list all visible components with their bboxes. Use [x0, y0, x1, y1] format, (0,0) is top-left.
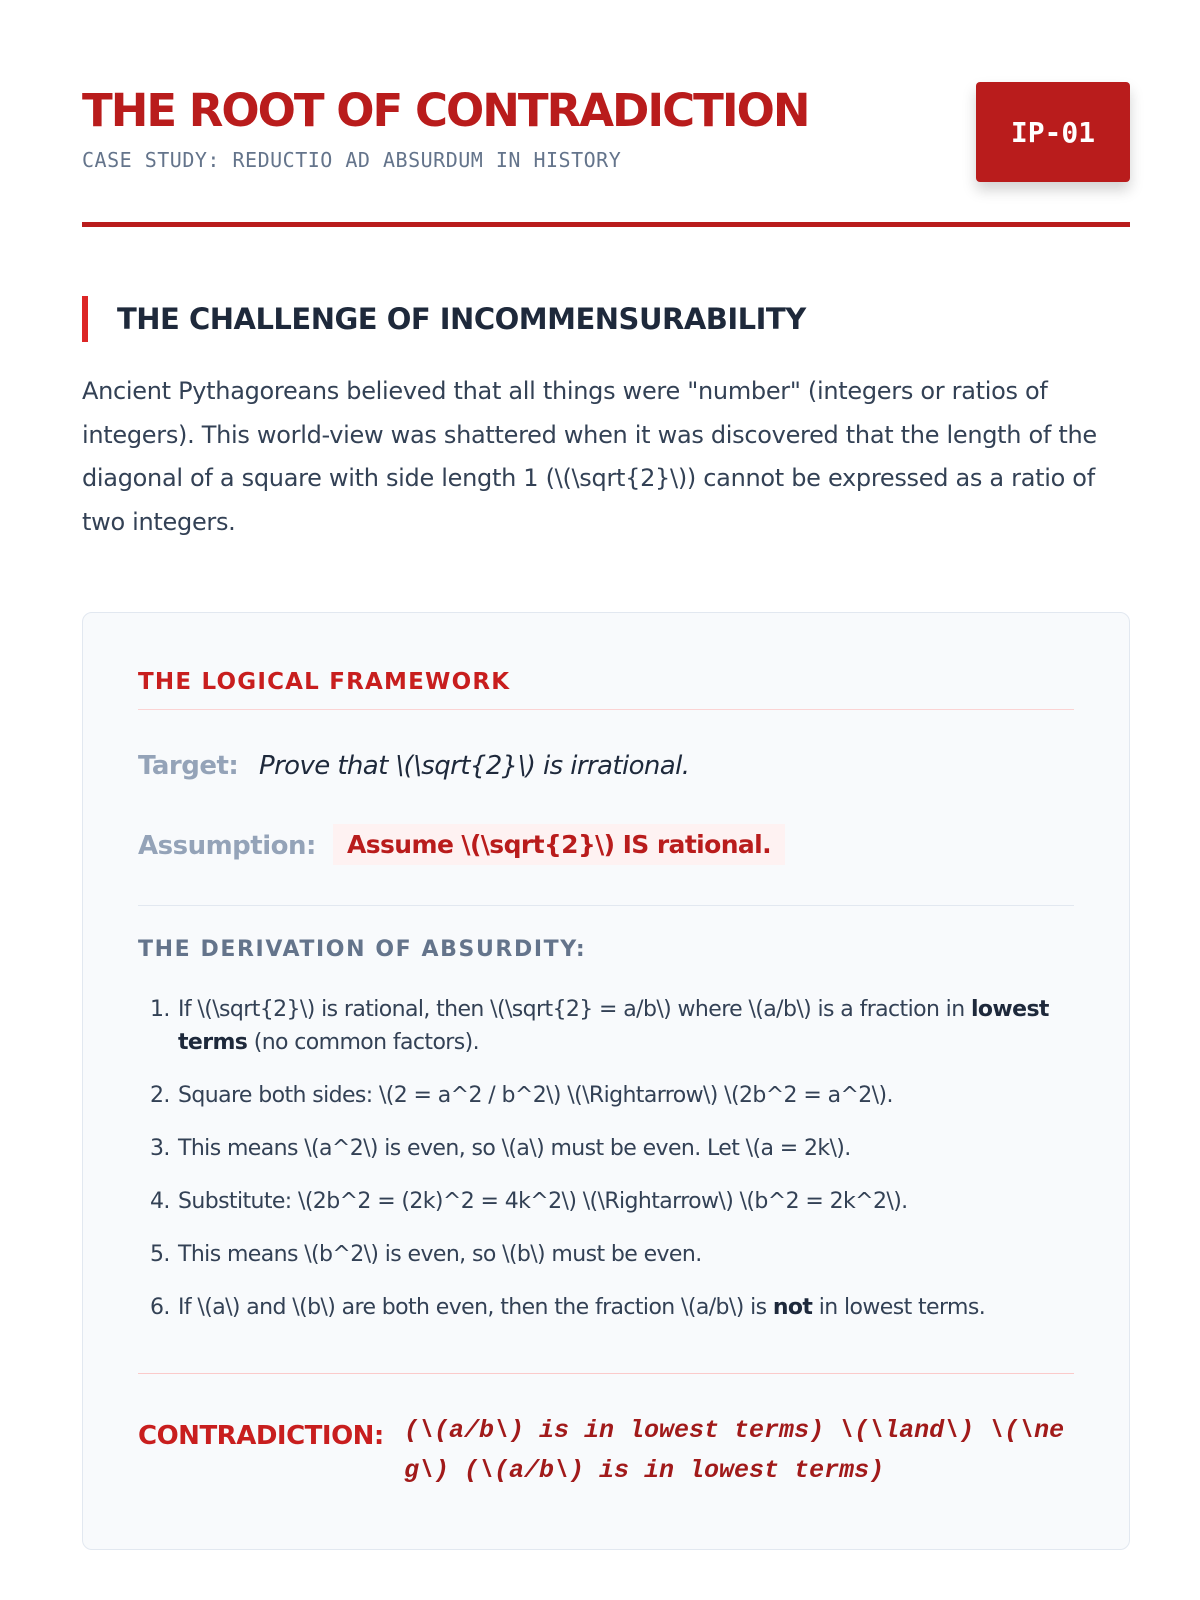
derivation-step-4: [138, 1185, 1074, 1218]
target-value: Prove that \(\sqrt{2}\) is irrational.: [259, 751, 690, 781]
derivation-step-3: [138, 1132, 1074, 1165]
framework-title-divider: [138, 709, 1074, 710]
derivation-step-2: [138, 1079, 1074, 1112]
step-number: 5.: [150, 1242, 170, 1267]
contradiction-divider: [138, 1373, 1074, 1374]
page-title: THE ROOT OF CONTRADICTION: [82, 84, 809, 137]
derivation-step-1: [138, 993, 1074, 1059]
step-number: 1.: [150, 997, 170, 1022]
step-text: If \(\sqrt{2}\) is rational, then \(\sqrt{2} = a/b\) where \(a/b\) is a fraction in: [178, 997, 971, 1022]
contradiction-label: CONTRADICTION:: [138, 1421, 384, 1451]
step-text: This means \(b^2\) is even, so \(b\) must be even.: [178, 1242, 702, 1267]
assumption-value: Assume \(\sqrt{2}\) IS rational.: [333, 824, 785, 865]
step-number: 3.: [150, 1136, 170, 1161]
step-text: Square both sides: \(2 = a^2 / b^2\) \(\Rightarrow\) \(2b^2 = a^2\).: [178, 1083, 893, 1108]
framework-title: THE LOGICAL FRAMEWORK: [138, 669, 511, 695]
section-heading: THE CHALLENGE OF INCOMMENSURABILITY: [82, 296, 806, 342]
page-subtitle: CASE STUDY: REDUCTIO AD ABSURDUM IN HISTORY: [82, 148, 622, 172]
step-text: This means \(a^2\) is even, so \(a\) must be even. Let \(a = 2k\).: [178, 1136, 851, 1161]
framework-divider: [138, 905, 1074, 906]
step-emphasis: not: [772, 1295, 813, 1320]
step-number: 4.: [150, 1189, 170, 1214]
case-id-badge: IP-01: [976, 82, 1130, 182]
header-divider: [82, 222, 1130, 227]
step-text: (no common factors).: [247, 1030, 479, 1055]
derivation-heading: THE DERIVATION OF ABSURDITY:: [138, 937, 587, 962]
contradiction-value: (\(a/b\) is in lowest terms) \(\land\) \(\neg\) (\(a/b\) is in lowest terms): [404, 1416, 1065, 1485]
logical-framework-card: [82, 612, 1130, 1550]
page-header: [82, 82, 1130, 222]
step-text: Substitute: \(2b^2 = (2k)^2 = 4k^2\) \(\Rightarrow\) \(b^2 = 2k^2\).: [178, 1189, 908, 1214]
derivation-steps: [138, 993, 1074, 1344]
document-page: [82, 82, 1130, 1485]
assumption-label: Assumption:: [138, 831, 316, 861]
target-label: Target:: [138, 751, 239, 781]
step-number: 6.: [150, 1295, 170, 1320]
step-text: in lowest terms.: [812, 1295, 986, 1320]
intro-paragraph: Ancient Pythagoreans believed that all things were "number" (integers or ratios of integers). This world-view was shattered when it was discovered that the length of the diagonal of a square with side length 1 (\(\sqrt{2}\)) cannot be expressed as a ratio of two integers.: [82, 377, 1097, 537]
step-emphasis: lowest terms: [178, 997, 1049, 1055]
step-number: 2.: [150, 1083, 170, 1108]
step-text: If \(a\) and \(b\) are both even, then the fraction \(a/b\) is: [178, 1295, 773, 1320]
derivation-step-5: [138, 1238, 1074, 1271]
derivation-step-6: [138, 1291, 1074, 1324]
